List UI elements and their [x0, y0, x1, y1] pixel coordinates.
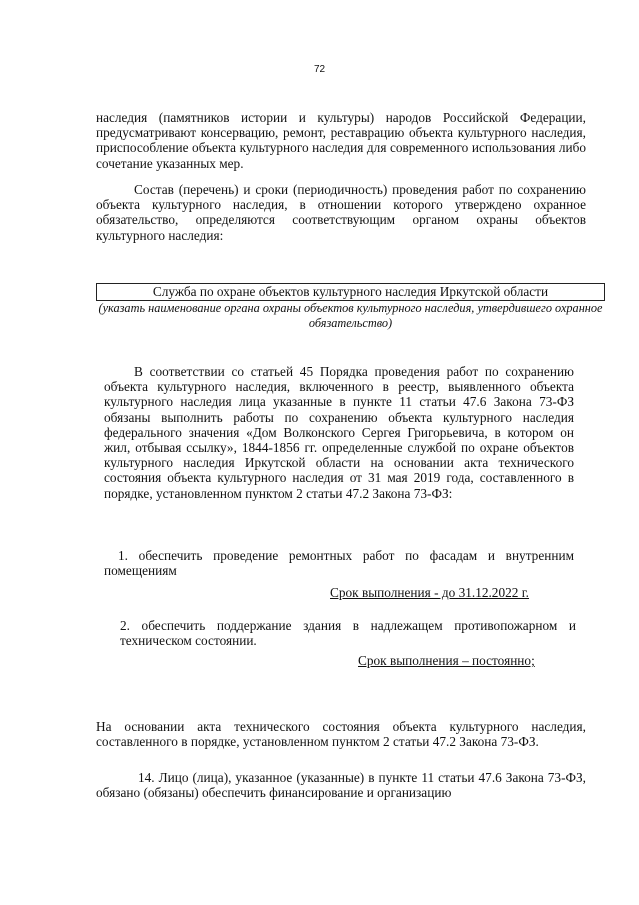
paragraph-article-45: В соответствии со статьей 45 Порядка проведения работ по сохранению объекта культурного наследия, включенного в реестр, выявленного объекта культурного наследия лица указанные в пункте 11 статьи 47.6 Закона 73-ФЗ обязаны выполнить работы по сохранению объекта культурного наследия федерального значения «Дом Волконского Сергея Григорьевича, в котором он жил, отбывая ссылку», 1844-1856 гг. определенные службой по охране объектов культурного наследия Иркутской области на основании акта технического состояния объекта культурного наследия от 31 мая 2019 года, составленного в порядке, установленном пунктом 2 статьи 47.2 Закона 73-ФЗ:	[104, 364, 574, 501]
list-item-repair-works: 1. обеспечить проведение ремонтных работ по фасадам и внутренним помещениям	[104, 548, 574, 579]
deadline-repair-works: Срок выполнения - до 31.12.2022 г.	[330, 585, 530, 600]
paragraph-technical-act: На основании акта технического состояния объекта культурного наследия, составленного в порядке, установленном пунктом 2 статьи 47.2 Закона 73-ФЗ.	[96, 719, 586, 750]
page-number: 72	[313, 64, 326, 75]
authority-field-hint: (указать наименование органа охраны объектов культурного наследия, утвердившего охранное обязательство)	[98, 301, 603, 330]
paragraph-works-composition: Состав (перечень) и сроки (периодичность) проведения работ по сохранению объекта культурного наследия, в отношении которого утверждено охранное обязательство, определяются соответствующим органом охраны объектов культурного наследия:	[96, 182, 586, 243]
deadline-fire-safety: Срок выполнения – постоянно;	[358, 653, 535, 668]
paragraph-heritage-measures: наследия (памятников истории и культуры) народов Российской Федерации, предусматривают консервацию, ремонт, реставрацию объекта культурного наследия, приспособление объекта культурного наследия для современного использования либо сочетание указанных мер.	[96, 110, 586, 171]
authority-name-field: Служба по охране объектов культурного наследия Иркутской области	[96, 283, 605, 301]
list-item-fire-safety: 2. обеспечить поддержание здания в надлежащем противопожарном и техническом состоянии.	[120, 618, 576, 649]
paragraph-item-14: 14. Лицо (лица), указанное (указанные) в пункте 11 статьи 47.6 Закона 73-ФЗ, обязано (обязаны) обеспечить финансирование и организацию	[96, 770, 586, 801]
